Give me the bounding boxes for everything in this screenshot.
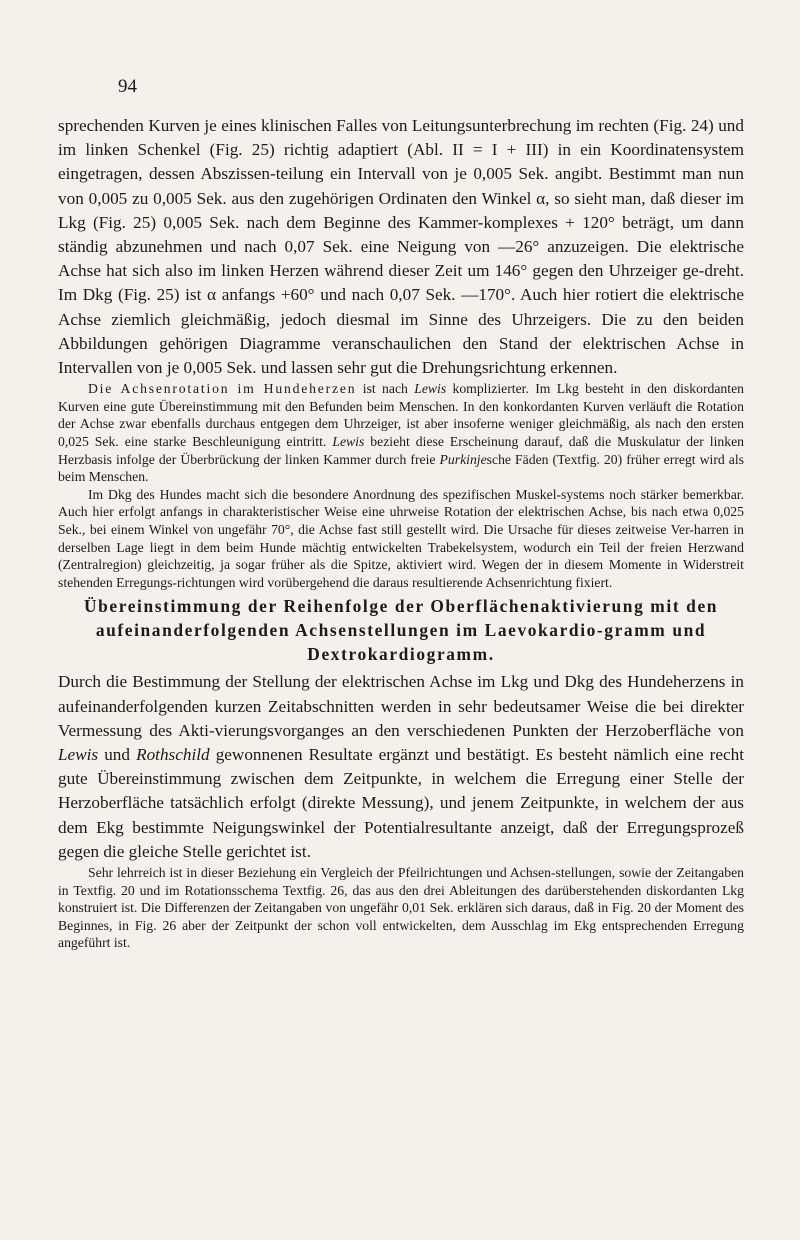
page-number: 94 xyxy=(118,76,137,97)
author-name: Lewis xyxy=(58,744,99,764)
text-run: bezieht diese Erscheinung darauf, daß die Muskulatur der linken Herzbasis infolge der Überbrückung der linken Kammer durch freie xyxy=(58,434,744,467)
small-print-paragraph: Sehr lehrreich ist in dieser Beziehung ein Vergleich der Pfeilrichtungen und Achsen-stellungen, sowie der Zeitangaben in Textfig. 20 und im Rotationsschema Textfig. 26, das aus den drei Ableitungen des darüberstehenden diskordanten Lkg konstruiert ist. Die Differenzen der Zeitangaben von ungefähr 0,01 Sek. erklären sich daraus, daß in Fig. 20 der Moment des Beginnes, in Fig. 26 aber der Zeitpunkt der schon voll entwickelten, dem Ausschlag im Ekg entsprechenden Erregung angeführt ist. xyxy=(58,864,744,951)
text-run: ist nach xyxy=(356,381,415,397)
section-heading: Übereinstimmung der Reihenfolge der Oberflächenaktivierung mit den aufeinanderfolgenden Achsenstellungen im Laevokardio-gramm und Dextrokardiogramm. xyxy=(83,596,719,665)
text-run: und xyxy=(98,744,137,764)
author-name: Rothschild xyxy=(136,744,210,764)
body-paragraph: sprechenden Kurven je eines klinischen Falles von Leitungsunterbrechung im rechten (Fig. 24) und im linken Schenkel (Fig. 25) richtig adaptiert (Abl. II = I + III) in ein Koordinatensystem eingetragen, dessen Abszissen-teilung ein Intervall von je 0,005 Sek. angibt. Bestimmt man nun von 0,005 zu 0,005 Sek. aus den zugehörigen Ordinaten den Winkel α, so sieht man, daß dieser im Lkg (Fig. 25) 0,005 Sek. nach dem Beginne des Kammer-komplexes + 120° beträgt, um dann ständig abzunehmen und nach 0,07 Sek. eine Neigung von —26° anzuzeigen. Die elektrische Achse hat sich also im linken Herzen während dieser Zeit um 146° gegen den Uhrzeiger ge-dreht. Im Dkg (Fig. 25) ist α anfangs +60° und nach 0,07 Sek. —170°. Auch hier rotiert die elektrische Achse ziemlich gleichmäßig, jedoch diesmal im Sinne des Uhrzeigers. Die zu den beiden Abbildungen gehörigen Diagramme veranschaulichen den Stand der elektrischen Achse in Intervallen von je 0,005 Sek. und lassen sehr gut die Drehungsrichtung erkennen. xyxy=(58,116,744,378)
body-paragraph xyxy=(58,670,744,864)
small-print-paragraph xyxy=(58,380,744,486)
small-print-paragraph: Im Dkg des Hundes macht sich die besondere Anordnung des spezifischen Muskel-systems noch stärker bemerkbar. Auch hier erfolgt anfangs in charakteristischer Weise eine uhrweise Rotation der elektrischen Achse, bis nach etwa 0,025 Sek., bei einem Winkel von ungefähr 70°, die Achse fast still gestellt wird. Die Ursache für dieses zeitweise Ver-harren in derselben Lage liegt in dem beim Hunde mächtig entwickelten Trabekelsystem, wodurch ein Teil der freien Herzwand (Zentralregion) gleichzeitig, ja sogar früher als die Spitze, aktiviert wird. Wegen der in diesem Momente in Widerstreit stehenden Erregungs-richtungen wird vorübergehend die daraus resultierende Achsenrichtung fixiert. xyxy=(58,486,744,590)
text-run: komplizierter. Im Lkg besteht in den diskordanten Kurven eine gute Übereinstimmung mit den Befunden beim Menschen. In den konkordanten Kurven verläuft die Rotation der Achse zwar ebenfalls durchaus entgegen dem Uhrzeiger, ist aber insoferne weniger gleichmäßig, als nach den ersten 0,025 Sek. eine starke Beschleunigung eintritt. xyxy=(58,381,744,450)
text-run: Durch die Bestimmung der Stellung der elektrischen Achse im Lkg und Dkg des Hundeherzens in aufeinanderfolgenden kurzen Zeitabschnitten werden in sehr bedeutsamer Weise die bei direkter Vermessung des Akti-vierungsvorganges an den verschiedenen Punkten der Herzoberfläche von xyxy=(58,672,744,740)
page-content xyxy=(58,114,744,952)
author-name: Lewis xyxy=(332,434,365,450)
text-run: sche Fäden (Textfig. 20) früher erregt wird als beim Menschen. xyxy=(58,451,744,485)
author-name: Lewis xyxy=(414,381,447,397)
text-run: gewonnenen Resultate ergänzt und bestätigt. Es besteht nämlich eine recht gute Übereinstimmung zwischen dem Zeitpunkte, in welchem die Erregung einer Stelle der Herzoberfläche tatsächlich erfolgt (direkte Messung), und jenem Zeitpunkte, in welchem der aus dem Ekg bestimmte Neigungswinkel der Potentialresultante anzeigt, daß der Erregungsprozeß gegen die gleiche Stelle gerichtet ist. xyxy=(58,744,745,861)
author-name: Purkinje xyxy=(439,451,487,467)
spaced-lead-text: Die Achsenrotation im Hundeherzen xyxy=(88,381,357,397)
